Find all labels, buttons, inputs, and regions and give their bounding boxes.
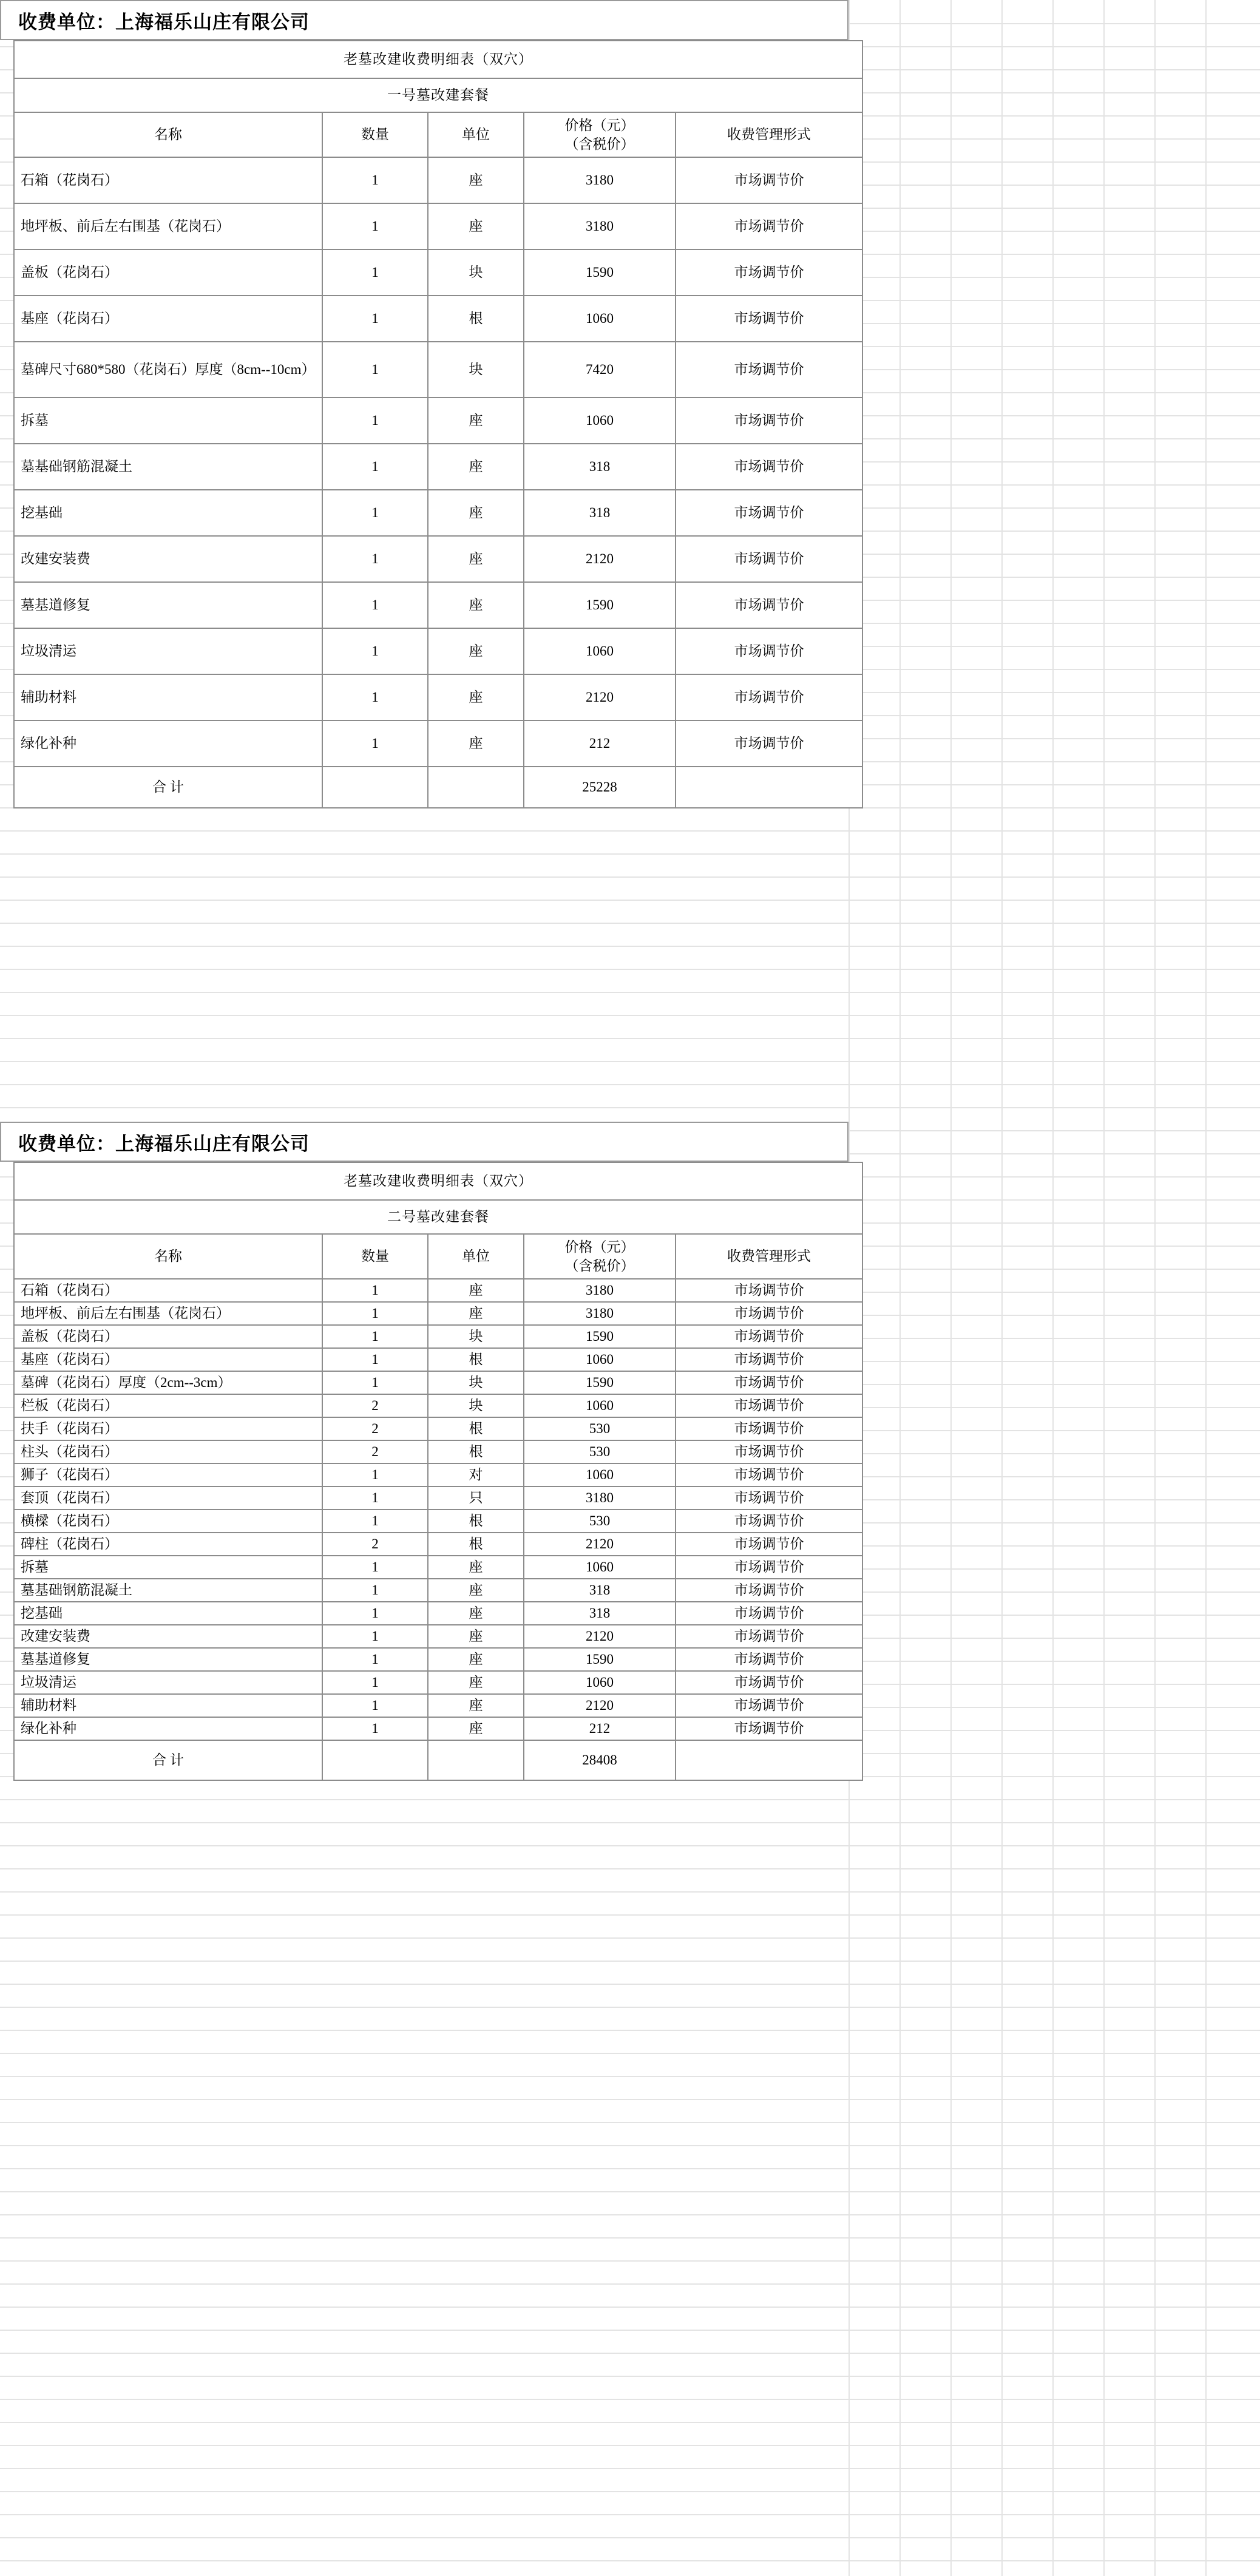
cell-qty: 1 <box>322 720 428 767</box>
cell-unit: 根 <box>428 296 524 342</box>
section2-total-row <box>14 1740 862 1780</box>
cell-unit: 根 <box>428 1510 524 1533</box>
cell-qty: 1 <box>322 1325 428 1348</box>
grid-row-line <box>0 2560 1260 2561</box>
cell-unit: 座 <box>428 1556 524 1579</box>
grid-column-line <box>1154 0 1156 2576</box>
grid-row-line <box>0 1891 1260 1893</box>
grid-column-line <box>899 0 901 2576</box>
cell-unit: 块 <box>428 1371 524 1394</box>
table-row <box>14 203 862 249</box>
grid-column-line <box>950 0 952 2576</box>
grid-row-line <box>0 876 1260 878</box>
grid-row-line <box>0 2468 1260 2469</box>
section2-unit-heading <box>0 1122 848 1162</box>
table-row <box>14 536 862 582</box>
cell-price: 2120 <box>524 1694 676 1717</box>
section2-unit-label: 收费单位：上海福乐山庄有限公司 <box>18 1133 310 1154</box>
cell-mgmt: 市场调节价 <box>676 398 862 444</box>
grid-row-line <box>0 969 1260 970</box>
cell-unit: 座 <box>428 1579 524 1602</box>
cell-price: 1590 <box>524 582 676 628</box>
cell-name: 扶手（花岗石） <box>14 1417 322 1440</box>
cell-price: 318 <box>524 444 676 490</box>
grid-row-line <box>0 2145 1260 2146</box>
table-row <box>14 1417 862 1440</box>
cell-price: 2120 <box>524 674 676 720</box>
cell-unit: 座 <box>428 1302 524 1325</box>
grid-row-line <box>0 2030 1260 2031</box>
column-header-unit: 单位 <box>428 1234 524 1279</box>
cell-name: 横樑（花岗石） <box>14 1510 322 1533</box>
table-row <box>14 1394 862 1417</box>
cell-qty: 1 <box>322 1510 428 1533</box>
cell-name: 套顶（花岗石） <box>14 1486 322 1510</box>
cell-price: 530 <box>524 1510 676 1533</box>
section2-title-row <box>14 1162 862 1200</box>
cell-name: 挖基础 <box>14 1602 322 1625</box>
column-header-qty: 数量 <box>322 1234 428 1279</box>
cell-qty: 1 <box>322 490 428 536</box>
table-row <box>14 296 862 342</box>
table-row <box>14 444 862 490</box>
grid-row-line <box>0 2491 1260 2492</box>
cell-unit: 座 <box>428 203 524 249</box>
table-row <box>14 490 862 536</box>
cell-unit: 座 <box>428 1648 524 1671</box>
column-header-qty: 数量 <box>322 112 428 157</box>
cell-mgmt: 市场调节价 <box>676 1348 862 1371</box>
table-row <box>14 628 862 674</box>
column-header-name: 名称 <box>14 1234 322 1279</box>
cell-qty: 1 <box>322 1602 428 1625</box>
cell-name: 石箱（花岗石） <box>14 157 322 203</box>
cell-unit: 座 <box>428 674 524 720</box>
grid-row-line <box>0 2099 1260 2100</box>
section1-title-row <box>14 41 862 78</box>
cell-qty: 1 <box>322 1463 428 1486</box>
grid-row-line <box>0 2353 1260 2354</box>
section2-total-price: 28408 <box>524 1740 676 1780</box>
section2-total-mgmt <box>676 1740 862 1780</box>
cell-mgmt: 市场调节价 <box>676 1417 862 1440</box>
table-row <box>14 1648 862 1671</box>
cell-qty: 1 <box>322 1625 428 1648</box>
cell-qty: 1 <box>322 444 428 490</box>
table-row <box>14 1325 862 1348</box>
cell-price: 530 <box>524 1417 676 1440</box>
column-header-mgmt: 收费管理形式 <box>676 112 862 157</box>
grid-row-line <box>0 1061 1260 1062</box>
cell-mgmt: 市场调节价 <box>676 490 862 536</box>
cell-price: 3180 <box>524 1279 676 1302</box>
section1-fee-table <box>13 40 863 808</box>
cell-price: 1060 <box>524 398 676 444</box>
cell-qty: 1 <box>322 1486 428 1510</box>
cell-mgmt: 市场调节价 <box>676 1325 862 1348</box>
cell-qty: 1 <box>322 1717 428 1740</box>
cell-unit: 座 <box>428 1602 524 1625</box>
grid-row-line <box>0 2283 1260 2285</box>
cell-name: 挖基础 <box>14 490 322 536</box>
table-row <box>14 1279 862 1302</box>
section2-title: 老墓改建收费明细表（双穴） <box>14 1162 862 1200</box>
cell-mgmt: 市场调节价 <box>676 296 862 342</box>
cell-name: 柱头（花岗石） <box>14 1440 322 1463</box>
table-row <box>14 1602 862 1625</box>
cell-price: 3180 <box>524 203 676 249</box>
cell-unit: 座 <box>428 1717 524 1740</box>
cell-name: 绿化补种 <box>14 720 322 767</box>
cell-unit: 块 <box>428 1325 524 1348</box>
cell-name: 拆墓 <box>14 1556 322 1579</box>
cell-qty: 1 <box>322 342 428 398</box>
cell-mgmt: 市场调节价 <box>676 1486 862 1510</box>
cell-name: 栏板（花岗石） <box>14 1394 322 1417</box>
grid-row-line <box>0 2445 1260 2446</box>
cell-qty: 1 <box>322 536 428 582</box>
section1-total-unit <box>428 767 524 808</box>
cell-name: 垃圾清运 <box>14 1671 322 1694</box>
grid-row-line <box>0 1868 1260 1869</box>
cell-name: 辅助材料 <box>14 674 322 720</box>
section2-total-label: 合 计 <box>14 1740 322 1780</box>
cell-mgmt: 市场调节价 <box>676 203 862 249</box>
column-header-price-line1: 价格（元） <box>564 1239 635 1255</box>
cell-mgmt: 市场调节价 <box>676 1371 862 1394</box>
cell-price: 2120 <box>524 1533 676 1556</box>
grid-row-line <box>0 1084 1260 1085</box>
cell-name: 墓碑（花岗石）厚度（2cm--3cm） <box>14 1371 322 1394</box>
grid-row-line <box>0 1937 1260 1939</box>
cell-name: 墓基础钢筋混凝土 <box>14 444 322 490</box>
grid-row-line <box>0 2122 1260 2123</box>
cell-unit: 座 <box>428 398 524 444</box>
cell-price: 1060 <box>524 296 676 342</box>
cell-qty: 1 <box>322 1302 428 1325</box>
cell-mgmt: 市场调节价 <box>676 1556 862 1579</box>
grid-row-line <box>0 1822 1260 1823</box>
cell-name: 墓碑尺寸680*580（花岗石）厚度（8cm--10cm） <box>14 342 322 398</box>
grid-row-line <box>0 2330 1260 2331</box>
cell-mgmt: 市场调节价 <box>676 1625 862 1648</box>
cell-name: 地坪板、前后左右围基（花岗石） <box>14 203 322 249</box>
cell-unit: 对 <box>428 1463 524 1486</box>
cell-price: 212 <box>524 720 676 767</box>
cell-qty: 1 <box>322 1279 428 1302</box>
section1-subtitle-row <box>14 78 862 112</box>
cell-name: 基座（花岗石） <box>14 1348 322 1371</box>
table-row <box>14 1579 862 1602</box>
cell-name: 碑柱（花岗石） <box>14 1533 322 1556</box>
grid-row-line <box>0 2191 1260 2192</box>
section2-total-unit <box>428 1740 524 1780</box>
column-header-unit: 单位 <box>428 112 524 157</box>
section1-table-body <box>14 157 862 767</box>
section2-total-qty <box>322 1740 428 1780</box>
cell-mgmt: 市场调节价 <box>676 674 862 720</box>
cell-unit: 座 <box>428 444 524 490</box>
cell-unit: 座 <box>428 1279 524 1302</box>
cell-unit: 块 <box>428 249 524 296</box>
cell-qty: 1 <box>322 249 428 296</box>
cell-qty: 1 <box>322 203 428 249</box>
cell-unit: 座 <box>428 490 524 536</box>
table-row <box>14 1440 862 1463</box>
cell-unit: 根 <box>428 1417 524 1440</box>
column-header-price-line1: 价格（元） <box>564 117 635 133</box>
cell-qty: 1 <box>322 1648 428 1671</box>
cell-mgmt: 市场调节价 <box>676 1694 862 1717</box>
cell-mgmt: 市场调节价 <box>676 1510 862 1533</box>
cell-qty: 1 <box>322 1556 428 1579</box>
table-row <box>14 1694 862 1717</box>
grid-column-line <box>1205 0 1207 2576</box>
grid-row-line <box>0 2214 1260 2215</box>
grid-row-line <box>0 923 1260 924</box>
cell-mgmt: 市场调节价 <box>676 536 862 582</box>
section2-header-row <box>14 1234 862 1279</box>
cell-price: 318 <box>524 1602 676 1625</box>
section1-unit-heading <box>0 0 848 40</box>
table-row <box>14 249 862 296</box>
cell-mgmt: 市场调节价 <box>676 1440 862 1463</box>
cell-unit: 座 <box>428 720 524 767</box>
cell-mgmt: 市场调节价 <box>676 342 862 398</box>
cell-price: 3180 <box>524 1486 676 1510</box>
grid-row-line <box>0 1107 1260 1108</box>
section1-total-mgmt <box>676 767 862 808</box>
cell-name: 盖板（花岗石） <box>14 249 322 296</box>
grid-row-line <box>0 2237 1260 2239</box>
cell-mgmt: 市场调节价 <box>676 1394 862 1417</box>
table-row <box>14 1625 862 1648</box>
cell-unit: 块 <box>428 1394 524 1417</box>
table-row <box>14 674 862 720</box>
grid-row-line <box>0 2007 1260 2008</box>
cell-price: 2120 <box>524 1625 676 1648</box>
grid-row-line <box>0 1984 1260 1985</box>
column-header-name: 名称 <box>14 112 322 157</box>
cell-name: 墓基道修复 <box>14 1648 322 1671</box>
cell-unit: 座 <box>428 536 524 582</box>
cell-price: 212 <box>524 1717 676 1740</box>
cell-qty: 1 <box>322 1694 428 1717</box>
cell-unit: 根 <box>428 1348 524 1371</box>
cell-mgmt: 市场调节价 <box>676 1279 862 1302</box>
grid-row-line <box>0 2260 1260 2262</box>
table-row <box>14 398 862 444</box>
table-row <box>14 1510 862 1533</box>
cell-mgmt: 市场调节价 <box>676 1602 862 1625</box>
cell-qty: 2 <box>322 1417 428 1440</box>
cell-name: 地坪板、前后左右围基（花岗石） <box>14 1302 322 1325</box>
column-header-price <box>524 112 676 157</box>
cell-price: 2120 <box>524 536 676 582</box>
cell-qty: 2 <box>322 1394 428 1417</box>
section1-total-qty <box>322 767 428 808</box>
grid-row-line <box>0 2376 1260 2377</box>
cell-qty: 1 <box>322 674 428 720</box>
section1-unit-label: 收费单位：上海福乐山庄有限公司 <box>18 11 310 33</box>
section2-table-body <box>14 1279 862 1740</box>
section2-subtitle: 二号墓改建套餐 <box>14 1200 862 1234</box>
section1-total-row <box>14 767 862 808</box>
cell-name: 墓基道修复 <box>14 582 322 628</box>
grid-row-line <box>0 992 1260 993</box>
cell-price: 1060 <box>524 628 676 674</box>
grid-row-line <box>0 2514 1260 2515</box>
cell-mgmt: 市场调节价 <box>676 1463 862 1486</box>
cell-qty: 1 <box>322 157 428 203</box>
grid-column-line <box>1001 0 1003 2576</box>
cell-qty: 2 <box>322 1440 428 1463</box>
cell-mgmt: 市场调节价 <box>676 720 862 767</box>
table-row <box>14 342 862 398</box>
cell-qty: 1 <box>322 1579 428 1602</box>
grid-row-line <box>0 1015 1260 1016</box>
cell-mgmt: 市场调节价 <box>676 582 862 628</box>
cell-name: 绿化补种 <box>14 1717 322 1740</box>
table-row <box>14 157 862 203</box>
section1-title: 老墓改建收费明细表（双穴） <box>14 41 862 78</box>
column-header-price-line2: （含税价） <box>564 1258 635 1273</box>
table-row <box>14 1463 862 1486</box>
cell-qty: 1 <box>322 628 428 674</box>
cell-mgmt: 市场调节价 <box>676 1648 862 1671</box>
column-header-price-line2: （含税价） <box>564 137 635 152</box>
grid-row-line <box>0 1845 1260 1846</box>
cell-price: 3180 <box>524 157 676 203</box>
section1-total-label: 合 计 <box>14 767 322 808</box>
grid-column-line <box>1052 0 1054 2576</box>
cell-qty: 1 <box>322 398 428 444</box>
cell-price: 1060 <box>524 1348 676 1371</box>
section1-subtitle: 一号墓改建套餐 <box>14 78 862 112</box>
cell-price: 318 <box>524 1579 676 1602</box>
cell-price: 1060 <box>524 1394 676 1417</box>
grid-row-line <box>0 1038 1260 1039</box>
grid-row-line <box>0 2537 1260 2538</box>
table-row <box>14 1371 862 1394</box>
table-row <box>14 1556 862 1579</box>
cell-price: 1590 <box>524 249 676 296</box>
grid-row-line <box>0 900 1260 901</box>
cell-price: 1590 <box>524 1371 676 1394</box>
cell-qty: 1 <box>322 1671 428 1694</box>
cell-price: 530 <box>524 1440 676 1463</box>
grid-column-line <box>1103 0 1105 2576</box>
table-row <box>14 582 862 628</box>
table-row <box>14 1533 862 1556</box>
table-row <box>14 720 862 767</box>
grid-row-line <box>0 1914 1260 1916</box>
column-header-price <box>524 1234 676 1279</box>
grid-row-line <box>0 946 1260 947</box>
cell-unit: 座 <box>428 157 524 203</box>
cell-name: 墓基础钢筋混凝土 <box>14 1579 322 1602</box>
column-header-mgmt: 收费管理形式 <box>676 1234 862 1279</box>
grid-row-line <box>0 2399 1260 2400</box>
cell-price: 1590 <box>524 1648 676 1671</box>
cell-name: 改建安装费 <box>14 1625 322 1648</box>
cell-unit: 座 <box>428 1671 524 1694</box>
cell-price: 7420 <box>524 342 676 398</box>
cell-name: 拆墓 <box>14 398 322 444</box>
cell-mgmt: 市场调节价 <box>676 1533 862 1556</box>
cell-qty: 1 <box>322 296 428 342</box>
section2-fee-table <box>13 1162 863 1781</box>
cell-name: 垃圾清运 <box>14 628 322 674</box>
cell-name: 辅助材料 <box>14 1694 322 1717</box>
cell-qty: 2 <box>322 1533 428 1556</box>
cell-name: 石箱（花岗石） <box>14 1279 322 1302</box>
cell-unit: 座 <box>428 628 524 674</box>
cell-price: 318 <box>524 490 676 536</box>
grid-row-line <box>0 2076 1260 2077</box>
table-row <box>14 1348 862 1371</box>
grid-row-line <box>0 853 1260 855</box>
cell-qty: 1 <box>322 582 428 628</box>
section2-subtitle-row <box>14 1200 862 1234</box>
cell-name: 盖板（花岗石） <box>14 1325 322 1348</box>
cell-qty: 1 <box>322 1348 428 1371</box>
cell-mgmt: 市场调节价 <box>676 1717 862 1740</box>
cell-price: 3180 <box>524 1302 676 1325</box>
cell-mgmt: 市场调节价 <box>676 157 862 203</box>
cell-mgmt: 市场调节价 <box>676 628 862 674</box>
cell-unit: 座 <box>428 582 524 628</box>
cell-mgmt: 市场调节价 <box>676 444 862 490</box>
grid-row-line <box>0 2168 1260 2169</box>
grid-row-line <box>0 2307 1260 2308</box>
cell-unit: 块 <box>428 342 524 398</box>
cell-mgmt: 市场调节价 <box>676 1302 862 1325</box>
cell-price: 1060 <box>524 1556 676 1579</box>
cell-unit: 根 <box>428 1533 524 1556</box>
cell-unit: 座 <box>428 1625 524 1648</box>
table-row <box>14 1486 862 1510</box>
section1-total-price: 25228 <box>524 767 676 808</box>
cell-name: 基座（花岗石） <box>14 296 322 342</box>
cell-mgmt: 市场调节价 <box>676 1671 862 1694</box>
cell-unit: 只 <box>428 1486 524 1510</box>
cell-unit: 座 <box>428 1694 524 1717</box>
table-row <box>14 1671 862 1694</box>
grid-row-line <box>0 1961 1260 1962</box>
cell-qty: 1 <box>322 1371 428 1394</box>
cell-price: 1060 <box>524 1463 676 1486</box>
table-row <box>14 1717 862 1740</box>
cell-price: 1060 <box>524 1671 676 1694</box>
cell-mgmt: 市场调节价 <box>676 1579 862 1602</box>
cell-unit: 根 <box>428 1440 524 1463</box>
cell-price: 1590 <box>524 1325 676 1348</box>
cell-name: 改建安装费 <box>14 536 322 582</box>
grid-row-line <box>0 2053 1260 2054</box>
grid-row-line <box>0 1799 1260 1800</box>
table-row <box>14 1302 862 1325</box>
section1-header-row <box>14 112 862 157</box>
cell-name: 狮子（花岗石） <box>14 1463 322 1486</box>
grid-row-line <box>0 830 1260 832</box>
grid-row-line <box>0 2422 1260 2423</box>
cell-mgmt: 市场调节价 <box>676 249 862 296</box>
